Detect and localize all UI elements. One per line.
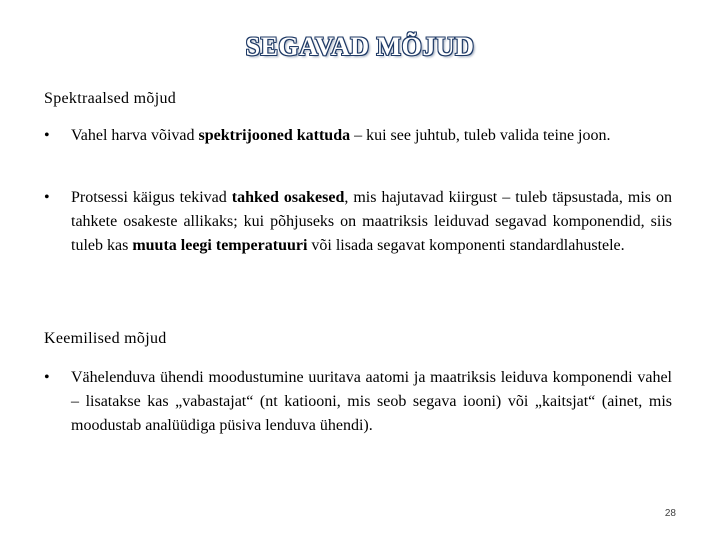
text-run: Vahel harva võivad bbox=[71, 127, 199, 144]
bullet-item bbox=[44, 124, 672, 148]
text-run: Protsessi käigus tekivad bbox=[71, 189, 232, 206]
bullet-dot: • bbox=[44, 369, 50, 386]
emphasis-text: tahked osakesed bbox=[231, 189, 345, 206]
text-run: Vähelenduva ühendi moodustumine uuritava aatomi ja maatriksis leiduva komponendi vahel – lisatakse kas „vabastajat“ (nt katiooni, mis seob segava iooni) või „kaitsjat“ (ainet, mis moodustab analüüdiga püsiva lenduva ühendi). bbox=[71, 369, 672, 434]
page-number: 28 bbox=[664, 508, 676, 519]
text-run: – kui see juhtub, tuleb valida teine joon. bbox=[350, 127, 611, 144]
bullet-text bbox=[71, 366, 672, 438]
emphasis-text: spektrijooned kattuda bbox=[198, 127, 351, 144]
bullet-dot: • bbox=[44, 127, 50, 144]
slide-title: SEGAVAD MÕJUD bbox=[245, 32, 475, 61]
bullet-text bbox=[71, 186, 672, 258]
section-heading-spectral: Spektraalsed mõjud bbox=[44, 90, 177, 107]
emphasis-text: muuta leegi temperatuuri bbox=[132, 237, 308, 254]
bullet-item bbox=[44, 186, 672, 258]
bullet-item bbox=[44, 366, 672, 438]
text-run: või lisada segavat komponenti standardlahustele. bbox=[307, 237, 625, 254]
section-heading-chemical: Keemilised mõjud bbox=[44, 330, 167, 347]
bullet-text bbox=[71, 124, 672, 148]
text-run: , mis hajutavad kiirgust – tuleb täpsustada, mis on tahkete osakeste allikaks; kui põhjuseks on maatriksis leiduvad segavad komponendid, siis tuleb kas bbox=[71, 189, 673, 254]
bullet-dot: • bbox=[44, 189, 50, 206]
